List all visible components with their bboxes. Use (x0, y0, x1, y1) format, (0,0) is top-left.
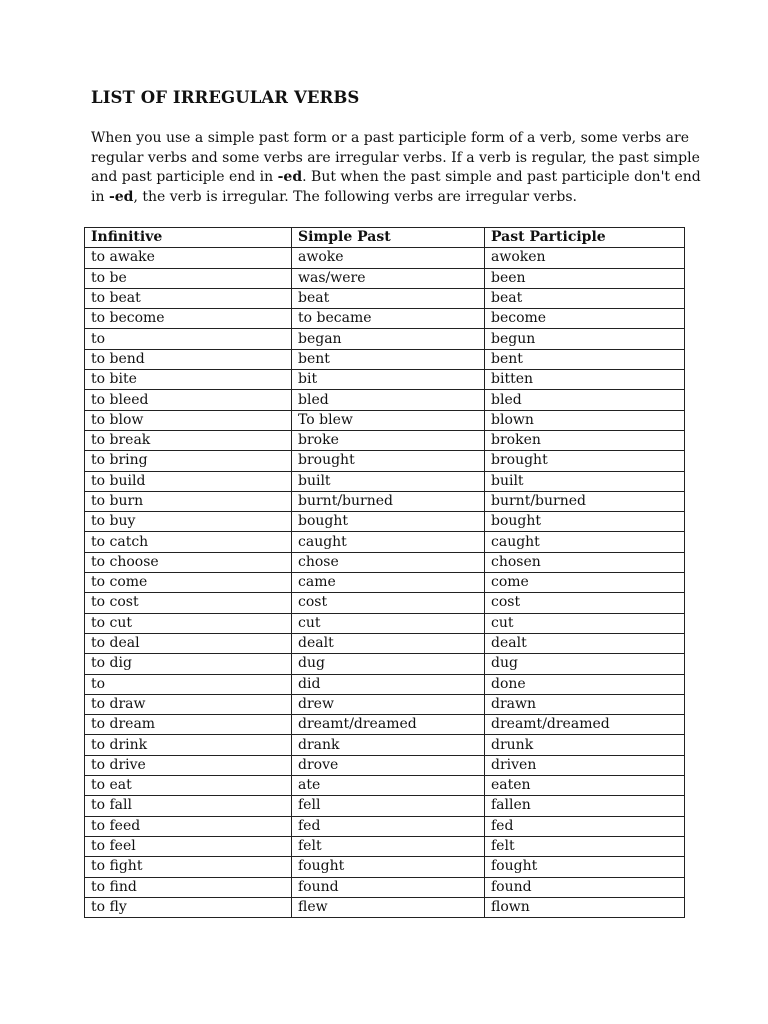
table-row (85, 410, 685, 430)
intro-paragraph (91, 129, 701, 207)
table-row (85, 390, 685, 410)
cell-past-participle: broken (485, 430, 685, 450)
cell-infinitive: to fall (85, 796, 292, 816)
cell-infinitive: to cut (85, 613, 292, 633)
table-row (85, 613, 685, 633)
cell-simple-past: fed (292, 816, 485, 836)
cell-infinitive: to beat (85, 288, 292, 308)
cell-simple-past: began (292, 329, 485, 349)
cell-past-participle: become (485, 309, 685, 329)
cell-simple-past: burnt/burned (292, 491, 485, 511)
table-row (85, 776, 685, 796)
cell-past-participle: fallen (485, 796, 685, 816)
table-row (85, 573, 685, 593)
table-row (85, 329, 685, 349)
cell-past-participle: drunk (485, 735, 685, 755)
cell-past-participle: flown (485, 897, 685, 917)
cell-past-participle: caught (485, 532, 685, 552)
cell-simple-past: chose (292, 552, 485, 572)
cell-simple-past: felt (292, 836, 485, 856)
table-row (85, 532, 685, 552)
cell-simple-past: built (292, 471, 485, 491)
cell-past-participle: beat (485, 288, 685, 308)
table-row (85, 370, 685, 390)
cell-infinitive: to fight (85, 857, 292, 877)
table-row (85, 248, 685, 268)
cell-infinitive: to bring (85, 451, 292, 471)
cell-infinitive: to buy (85, 512, 292, 532)
cell-simple-past: broke (292, 430, 485, 450)
table-row (85, 735, 685, 755)
intro-text: , the verb is irregular. The following verbs are irregular verbs. (133, 188, 577, 205)
page-title: LIST OF IRREGULAR VERBS (91, 88, 360, 107)
intro-text: in (91, 188, 109, 205)
table-row (85, 877, 685, 897)
cell-infinitive: to feel (85, 836, 292, 856)
cell-simple-past: bent (292, 349, 485, 369)
cell-past-participle: cost (485, 593, 685, 613)
cell-infinitive: to feed (85, 816, 292, 836)
cell-infinitive: to dig (85, 654, 292, 674)
cell-past-participle: eaten (485, 776, 685, 796)
table-row (85, 288, 685, 308)
cell-simple-past: ate (292, 776, 485, 796)
table-row (85, 857, 685, 877)
cell-past-participle: cut (485, 613, 685, 633)
cell-simple-past: dealt (292, 633, 485, 653)
table-body (85, 248, 685, 918)
cell-past-participle: brought (485, 451, 685, 471)
cell-simple-past: came (292, 573, 485, 593)
table-row (85, 471, 685, 491)
table-row (85, 796, 685, 816)
intro-text: and past participle end in (91, 169, 278, 185)
header-simple-past: Simple Past (292, 228, 485, 248)
cell-infinitive: to deal (85, 633, 292, 653)
table-row (85, 349, 685, 369)
table-row (85, 451, 685, 471)
cell-past-participle: dealt (485, 633, 685, 653)
cell-past-participle: found (485, 877, 685, 897)
cell-past-participle: bitten (485, 370, 685, 390)
table-row (85, 715, 685, 735)
cell-simple-past: bought (292, 512, 485, 532)
intro-line (91, 188, 686, 208)
cell-simple-past: dug (292, 654, 485, 674)
cell-past-participle: fought (485, 857, 685, 877)
cell-simple-past: caught (292, 532, 485, 552)
cell-past-participle: bled (485, 390, 685, 410)
cell-past-participle: been (485, 268, 685, 288)
table-header-row (85, 228, 685, 248)
intro-emphasis: -ed (108, 188, 134, 205)
table-row (85, 552, 685, 572)
table-row (85, 897, 685, 917)
cell-simple-past: beat (292, 288, 485, 308)
intro-text: . But when the past simple and past participle don't end (302, 169, 701, 185)
cell-simple-past: was/were (292, 268, 485, 288)
cell-past-participle: chosen (485, 552, 685, 572)
cell-simple-past: flew (292, 897, 485, 917)
table-row (85, 268, 685, 288)
cell-past-participle: come (485, 573, 685, 593)
cell-infinitive: to drink (85, 735, 292, 755)
table-row (85, 512, 685, 532)
cell-simple-past: awoke (292, 248, 485, 268)
cell-simple-past: bit (292, 370, 485, 390)
cell-past-participle: awoken (485, 248, 685, 268)
header-infinitive: Infinitive (85, 228, 292, 248)
cell-simple-past: cost (292, 593, 485, 613)
cell-infinitive: to draw (85, 694, 292, 714)
cell-infinitive: to bleed (85, 390, 292, 410)
cell-simple-past: drank (292, 735, 485, 755)
cell-past-participle: burnt/burned (485, 491, 685, 511)
table-row (85, 674, 685, 694)
table-row (85, 430, 685, 450)
table-row (85, 755, 685, 775)
table-row (85, 309, 685, 329)
cell-infinitive: to be (85, 268, 292, 288)
cell-simple-past: did (292, 674, 485, 694)
cell-infinitive: to drive (85, 755, 292, 775)
cell-infinitive: to (85, 329, 292, 349)
table-row (85, 694, 685, 714)
cell-simple-past: cut (292, 613, 485, 633)
table-row (85, 654, 685, 674)
cell-past-participle: dreamt/dreamed (485, 715, 685, 735)
cell-infinitive: to come (85, 573, 292, 593)
cell-simple-past: bled (292, 390, 485, 410)
cell-infinitive: to bite (85, 370, 292, 390)
cell-past-participle: bent (485, 349, 685, 369)
cell-past-participle: built (485, 471, 685, 491)
table-row (85, 633, 685, 653)
cell-simple-past: fell (292, 796, 485, 816)
cell-past-participle: felt (485, 836, 685, 856)
cell-simple-past: drove (292, 755, 485, 775)
cell-past-participle: begun (485, 329, 685, 349)
cell-infinitive: to burn (85, 491, 292, 511)
cell-infinitive: to (85, 674, 292, 694)
cell-past-participle: drawn (485, 694, 685, 714)
cell-simple-past: found (292, 877, 485, 897)
cell-simple-past: brought (292, 451, 485, 471)
cell-infinitive: to become (85, 309, 292, 329)
cell-infinitive: to fly (85, 897, 292, 917)
cell-infinitive: to blow (85, 410, 292, 430)
intro-line: regular verbs and some verbs are irregular verbs. If a verb is regular, the past simple (91, 149, 700, 166)
cell-simple-past: dreamt/dreamed (292, 715, 485, 735)
cell-infinitive: to awake (85, 248, 292, 268)
table-row (85, 816, 685, 836)
cell-infinitive: to find (85, 877, 292, 897)
cell-past-participle: blown (485, 410, 685, 430)
cell-past-participle: done (485, 674, 685, 694)
cell-infinitive: to build (85, 471, 292, 491)
cell-infinitive: to catch (85, 532, 292, 552)
cell-simple-past: To blew (292, 410, 485, 430)
header-past-participle: Past Participle (485, 228, 685, 248)
cell-infinitive: to eat (85, 776, 292, 796)
cell-infinitive: to cost (85, 593, 292, 613)
intro-emphasis: -ed (277, 169, 303, 185)
table-row (85, 593, 685, 613)
table-row (85, 836, 685, 856)
intro-line: When you use a simple past form or a past participle form of a verb, some verbs are (91, 130, 690, 146)
cell-infinitive: to choose (85, 552, 292, 572)
cell-past-participle: driven (485, 755, 685, 775)
intro-line (91, 168, 701, 188)
cell-past-participle: dug (485, 654, 685, 674)
irregular-verbs-table (84, 227, 685, 918)
cell-past-participle: fed (485, 816, 685, 836)
cell-simple-past: to became (292, 309, 485, 329)
cell-simple-past: drew (292, 694, 485, 714)
cell-infinitive: to break (85, 430, 292, 450)
cell-infinitive: to bend (85, 349, 292, 369)
cell-simple-past: fought (292, 857, 485, 877)
cell-infinitive: to dream (85, 715, 292, 735)
table-row (85, 491, 685, 511)
cell-past-participle: bought (485, 512, 685, 532)
